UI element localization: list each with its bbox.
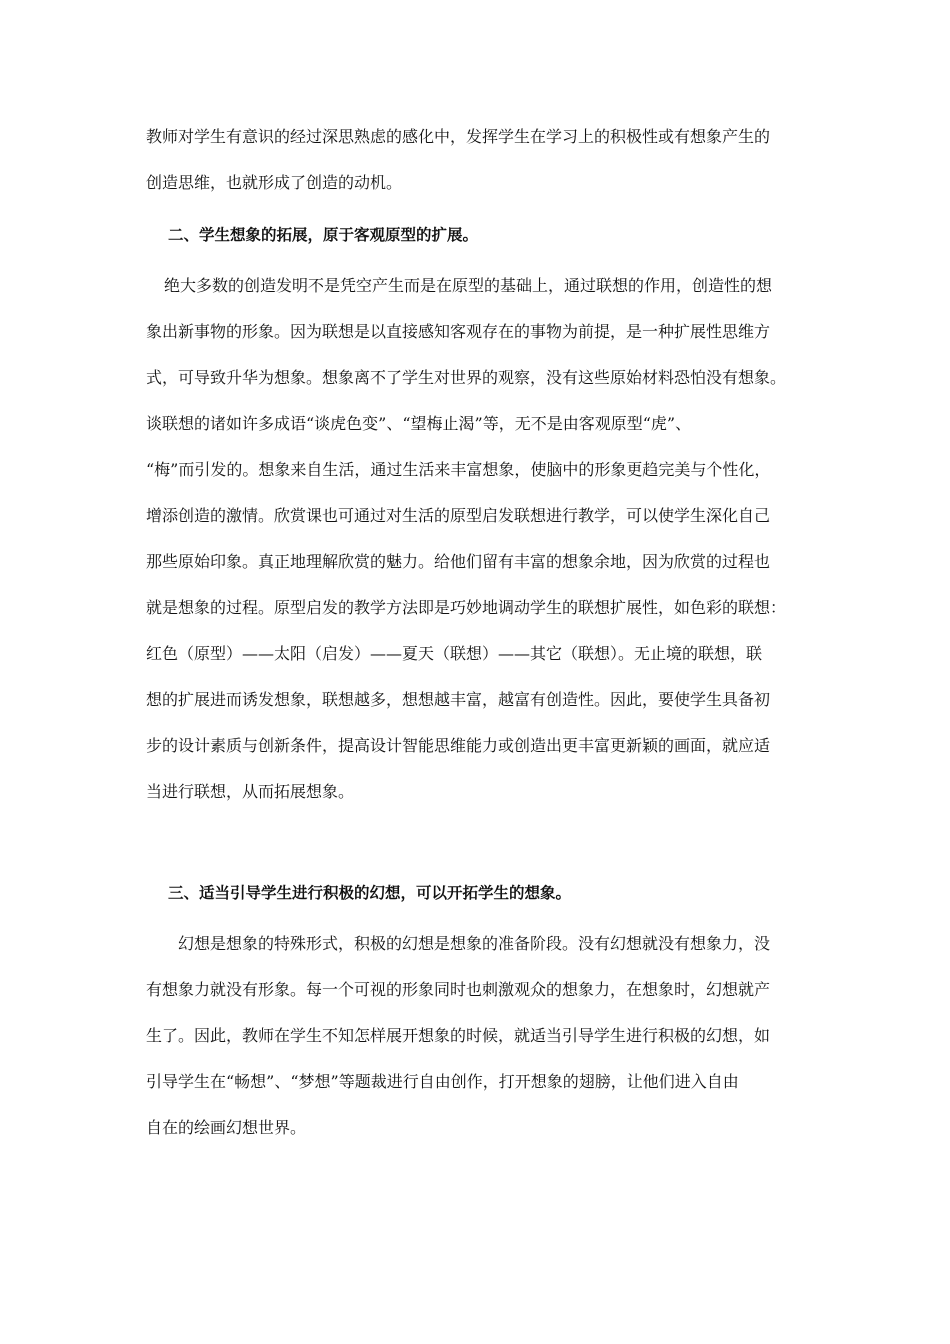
section-3-line-2: 有想象力就没有形象。每一个可视的形象同时也刺激观众的想象力，在想象时，幻想就产 [146, 980, 771, 999]
section-3-line-4: 引导学生在“畅想”、“梦想”等题裁进行自由创作，打开想象的翅膀，让他们进入自由 [146, 1072, 739, 1091]
section-2-line-3: 式，可导致升华为想象。想象离不了学生对世界的观察，没有这些原始材料恐怕没有想象。 [146, 368, 787, 387]
section-3-heading: 三、适当引导学生进行积极的幻想，可以开拓学生的想象。 [168, 884, 572, 902]
section-3-line-3: 生了。因此，教师在学生不知怎样展开想象的时候，就适当引导学生进行积极的幻想，如 [146, 1026, 771, 1045]
section-3-line-1: 幻想是想象的特殊形式，积极的幻想是想象的准备阶段。没有幻想就没有想象力，没 [178, 934, 771, 953]
section-2-line-11: 步的设计素质与创新条件，提高设计智能思维能力或创造出更丰富更新颖的画面，就应适 [146, 736, 771, 755]
section-2-line-5: “梅”而引发的。想象来自生活，通过生活来丰富想象，使脑中的形象更趋完美与个性化， [146, 460, 771, 479]
section-2-line-10: 想的扩展进而诱发想象，联想越多，想想越丰富，越富有创造性。因此，要使学生具备初 [146, 690, 771, 709]
section-2-line-4: 谈联想的诸如许多成语“谈虎色变”、“望梅止渴”等，无不是由客观原型“虎”、 [146, 414, 692, 433]
intro-line-2: 创造思维，也就形成了创造的动机。 [146, 173, 403, 192]
section-2-heading: 二、学生想象的拓展，原于客观原型的扩展。 [168, 226, 479, 244]
section-2-line-1: 绝大多数的创造发明不是凭空产生而是在原型的基础上，通过联想的作用，创造性的想 [164, 276, 773, 295]
section-2-line-12: 当进行联想，从而拓展想象。 [146, 782, 355, 801]
section-2-line-2: 象出新事物的形象。因为联想是以直接感知客观存在的事物为前提，是一种扩展性思维方 [146, 322, 771, 341]
section-2-line-7: 那些原始印象。真正地理解欣赏的魅力。给他们留有丰富的想象余地，因为欣赏的过程也 [146, 552, 771, 571]
section-3-line-5: 自在的绘画幻想世界。 [146, 1118, 307, 1137]
section-2-line-9: 红色（原型）——太阳（启发）——夏天（联想）——其它（联想）。无止境的联想，联 [146, 644, 763, 663]
section-2-line-8: 就是想象的过程。原型启发的教学方法即是巧妙地调动学生的联想扩展性，如色彩的联想： [146, 598, 787, 617]
section-2-line-6: 增添创造的激情。欣赏课也可通过对生活的原型启发联想进行教学，可以使学生深化自己 [146, 506, 771, 525]
intro-line-1: 教师对学生有意识的经过深思熟虑的感化中，发挥学生在学习上的积极性或有想象产生的 [146, 127, 771, 146]
